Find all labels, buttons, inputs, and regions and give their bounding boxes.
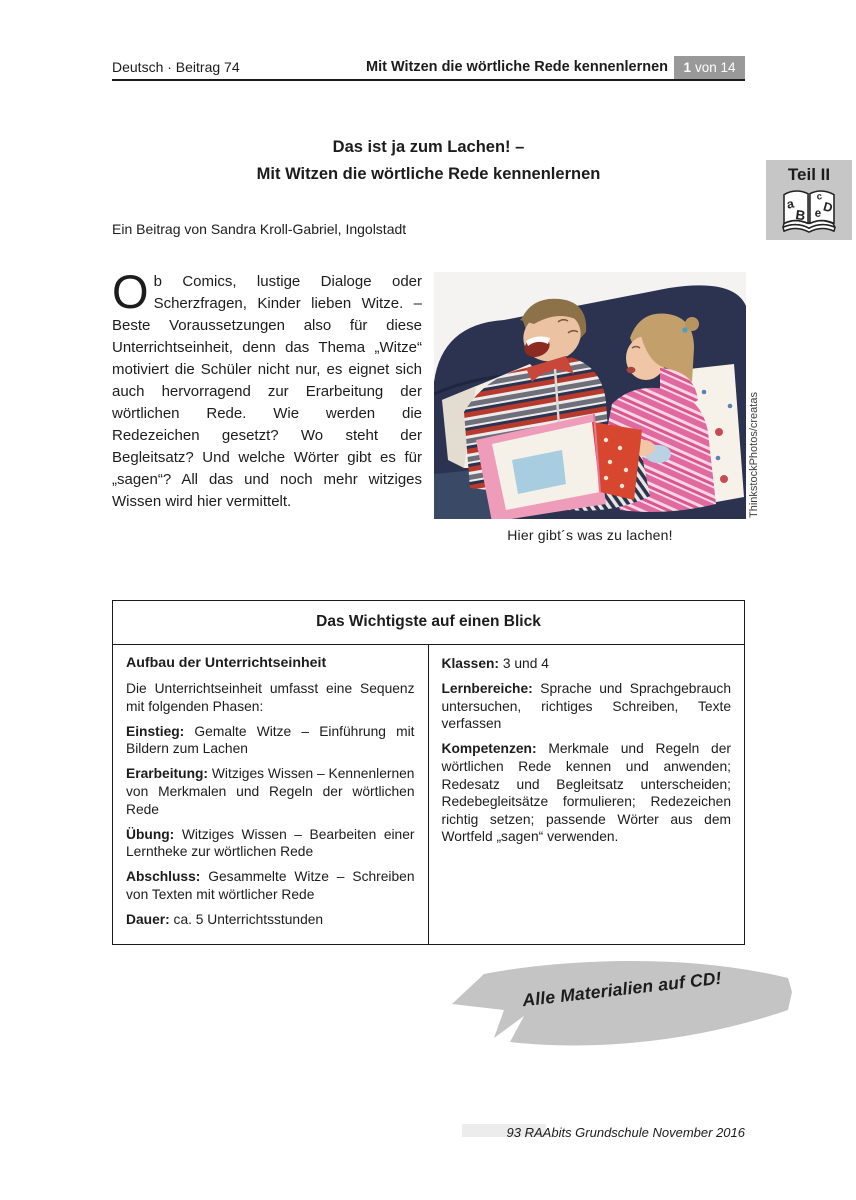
phase-label: Dauer: [126, 912, 170, 928]
svg-text:B: B [794, 207, 807, 224]
svg-text:c: c [816, 191, 823, 203]
overview-left-column [113, 645, 429, 944]
info-item-klassen [442, 655, 732, 673]
header-divider [112, 79, 745, 81]
page-count-label: von 14 [694, 60, 736, 75]
phase-item-einstieg [126, 723, 415, 758]
overview-right-column [429, 645, 745, 944]
intro-text: b Comics, lustige Dialoge oder Scherzfragen, Kinder lieben Witze. – Beste Voraussetzungen also für diese Unterrichtseinheit, denn das Thema „Witze“ motiviert die Schüler nicht nur, es eignet sich auch hervorragend zur Erarbeitung der wörtlichen Rede. Wie werden die Redezeichen gesetzt? Wo steht der Begleitsatz? Und welche Wörter gibt es für „sagen“? All das und noch mehr witziges Wissen wird hier vermittelt. [112, 273, 422, 510]
svg-text:D: D [821, 199, 835, 216]
photo-caption: Hier gibt´s was zu lachen! [507, 527, 673, 543]
phase-item-abschluss [126, 868, 415, 903]
part-label: Teil II [787, 165, 831, 184]
phase-text: Gemalte Witze – Einführung mit Bildern zum Lachen [126, 723, 415, 757]
header-title: Mit Witzen die wörtliche Rede kennenlernen [365, 59, 668, 75]
document-title-line1: Das ist ja zum Lachen! – [332, 138, 525, 156]
info-item-kompetenzen [442, 740, 732, 846]
page-number-badge [674, 56, 745, 79]
cd-banner-label: Alle Materialien auf CD! [521, 967, 723, 1011]
phase-label: Erarbeitung: [126, 766, 209, 782]
children-laughing-photo [434, 272, 746, 519]
part-badge [766, 160, 852, 240]
phase-text: Gesammelte Witze – Schreiben von Texten mit wörtlicher Rede [126, 869, 415, 903]
phase-label: Einstieg: [126, 723, 185, 739]
overview-table-title: Das Wichtigste auf einen Blick [113, 601, 744, 645]
phase-item-uebung [126, 826, 415, 861]
header-subject: Deutsch · Beitrag 74 [112, 59, 240, 75]
info-text: 3 und 4 [502, 656, 549, 671]
document-title-line2: Mit Witzen die wörtliche Rede kennenlernen [256, 165, 601, 183]
svg-text:a: a [785, 196, 796, 212]
phase-item-dauer [126, 911, 415, 929]
phase-item-erarbeitung [126, 765, 415, 818]
author-line: Ein Beitrag von Sandra Kroll-Gabriel, Ingolstadt [112, 221, 407, 237]
info-label: Kompetenzen: [441, 741, 537, 757]
drop-cap: O [112, 265, 149, 318]
photo-credit: ThinkstockPhotos/creatas [748, 392, 760, 518]
intro-paragraph [112, 265, 422, 513]
phase-text: Witziges Wissen – Bearbeiten einer Lerntheke zur wörtlichen Rede [126, 826, 415, 860]
info-text: Merkmale und Regeln der wörtlichen Rede kennen und anwenden; Redesatz und Begleitsatz unterscheiden; Redebegleitsätze formulieren; Redezeichen richtig setzen; passende Wörter aus dem Wortfeld „sagen“ verwenden. [441, 741, 731, 845]
info-text: Sprache und Sprachgebrauch untersuchen, richtiges Schreiben, Texte verfassen [441, 681, 731, 732]
document-title [112, 134, 745, 188]
open-book-icon [778, 185, 840, 235]
footer-imprint: 93 RAAbits Grundschule November 2016 [506, 1125, 745, 1140]
info-item-lernbereiche [442, 680, 732, 733]
phase-text: Witziges Wissen – Kennenlernen von Merkmalen und Regeln der wörtlichen Rede [126, 766, 415, 817]
phase-text: ca. 5 Unterrichtsstunden [173, 912, 324, 928]
phase-label: Übung: [126, 826, 175, 842]
structure-heading: Aufbau der Unterrichtseinheit [126, 655, 327, 671]
page-number: 1 [683, 60, 691, 75]
phase-label: Abschluss: [126, 869, 201, 885]
structure-intro: Die Unterrichtseinheit umfasst eine Sequenz mit folgenden Phasen: [126, 681, 415, 714]
svg-text:e: e [814, 207, 822, 220]
info-label: Klassen: [441, 656, 500, 671]
info-label: Lernbereiche: [441, 681, 533, 697]
overview-table [112, 600, 745, 945]
